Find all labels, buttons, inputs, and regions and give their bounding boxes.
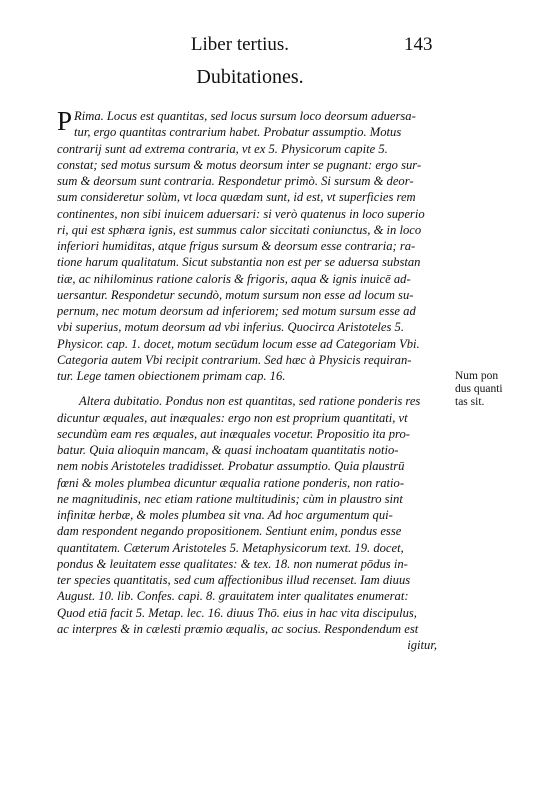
text-line: dicuntur æquales, aut inæquales: ergo non est proprium quantitati, vt: [57, 410, 408, 425]
text-line: ac interpres & in cælesti præmio æqualis, ac socius. Respondendum est: [57, 621, 419, 636]
text-line: constat; sed motus sursum & motus deorsum inter se pugnant: ergo sur-: [57, 157, 422, 172]
text-line: batur. Quia alioquin mancam, & quasi inchoatam quantitatis notio-: [57, 443, 399, 457]
text-line: ter species quantitatis, sed cum affectionibus illud recenset. Iam diuus: [57, 573, 411, 587]
text-line: sum & deorsum sunt contraria. Respondetur primò. Si sursum & deor-: [57, 174, 414, 188]
catchword: igitur,: [407, 638, 437, 652]
section-title: Dubitationes.: [196, 66, 304, 88]
text-line: fœni & moles plumbea dicuntur æqualia ratione ponderis, non ratio-: [57, 475, 405, 490]
text-line: pondus & leuitatem esse qualitates: & tex. 18. non numerat pōdus in-: [57, 556, 408, 571]
text-line: nem nobis Aristoteles tradidisset. Probatur assumptio. Quia plaustrū: [57, 459, 405, 474]
text-line: sum consideretur solùm, vt loca quædam sunt, id est, vt superficies rem: [57, 190, 416, 205]
running-title: Liber tertius.: [190, 34, 290, 55]
text-line: August. 10. lib. Confes. capi. 8. grauitatem inter qualitates enumerat:: [57, 589, 409, 604]
text-line: tiæ, ac nihilominus ratione caloris & frigoris, aqua & ignis inuicē ad-: [57, 271, 411, 286]
text-line: inferiori humiditas, atque frigus sursum & deorsum esse contraria; ra-: [57, 239, 416, 253]
margin-note: [455, 370, 527, 409]
paragraph-1: [57, 108, 447, 384]
text-line: tur. Lege tamen obiectionem primam cap. 16.: [57, 369, 286, 383]
text-line: infinitæ herbæ, & moles plumbea sit vna. Ad hoc argumentum qui-: [57, 508, 393, 522]
text-line: continentes, non sibi inuicem aduersari: si verò quatenus in loco superio: [57, 206, 425, 221]
text-line: tur, ergo quantitas contrarium habet. Probatur assumptio. Motus: [74, 125, 402, 140]
text-line: Categoria autem Vbi recipit contrarium. Sed hæc à Physicis requiran-: [57, 352, 412, 367]
text-line: ri, qui est sphæra ignis, est summus calor siccitati coniunctus, & in loco: [57, 222, 422, 237]
text-line: dam respondent negando propositionem. Sentiunt enim, pondus esse: [57, 524, 402, 539]
text-line: ne magnitudinis, nec etiam ratione multitudinis; cùm in plaustro sint: [57, 491, 403, 506]
margin-note-line: Num pon: [455, 370, 499, 382]
text-line: quantitatem. Cæterum Aristoteles 5. Metaphysicorum text. 19. docet,: [57, 540, 404, 555]
text-line: pernum, nec motum deorsum ad inferiorem; sed motum sursum esse ad: [57, 304, 416, 318]
drop-cap: P: [57, 106, 73, 136]
text-line: Physicor. cap. 1. docet, motum secūdum locum esse ad Categoriam Vbi.: [57, 336, 420, 351]
text-line: tione harum qualitatum. Sicut substantia non est per se aduersa substan: [57, 255, 421, 270]
text-line: Quod etiā facit 5. Metap. lec. 16. diuus Thō. eius in hac vita discipulus,: [57, 605, 417, 620]
margin-note-line: tas sit.: [455, 396, 485, 408]
margin-note-line: dus quanti: [455, 383, 503, 395]
body-text: [57, 108, 447, 653]
text-line: Altera dubitatio. Pondus non est quantitas, sed ratione ponderis res: [79, 394, 421, 409]
text-line: vbi superius, motum deorsum ad vbi inferius. Quocirca Aristoteles 5.: [57, 320, 405, 335]
text-line: Rima. Locus est quantitas, sed locus sursum loco deorsum aduersa-: [74, 109, 416, 123]
text-line: contrarij sunt ad extrema contraria, vt ex 5. Physicorum capite 5.: [57, 141, 388, 156]
page-number: 143: [404, 34, 433, 55]
text-line: secundùm eam res æquales, aut inæquales vocetur. Propositio ita pro-: [57, 426, 410, 441]
text-line: uersantur. Respondetur secundò, motum sursum non esse ad locum su-: [57, 287, 414, 302]
paragraph-2: [57, 393, 447, 653]
